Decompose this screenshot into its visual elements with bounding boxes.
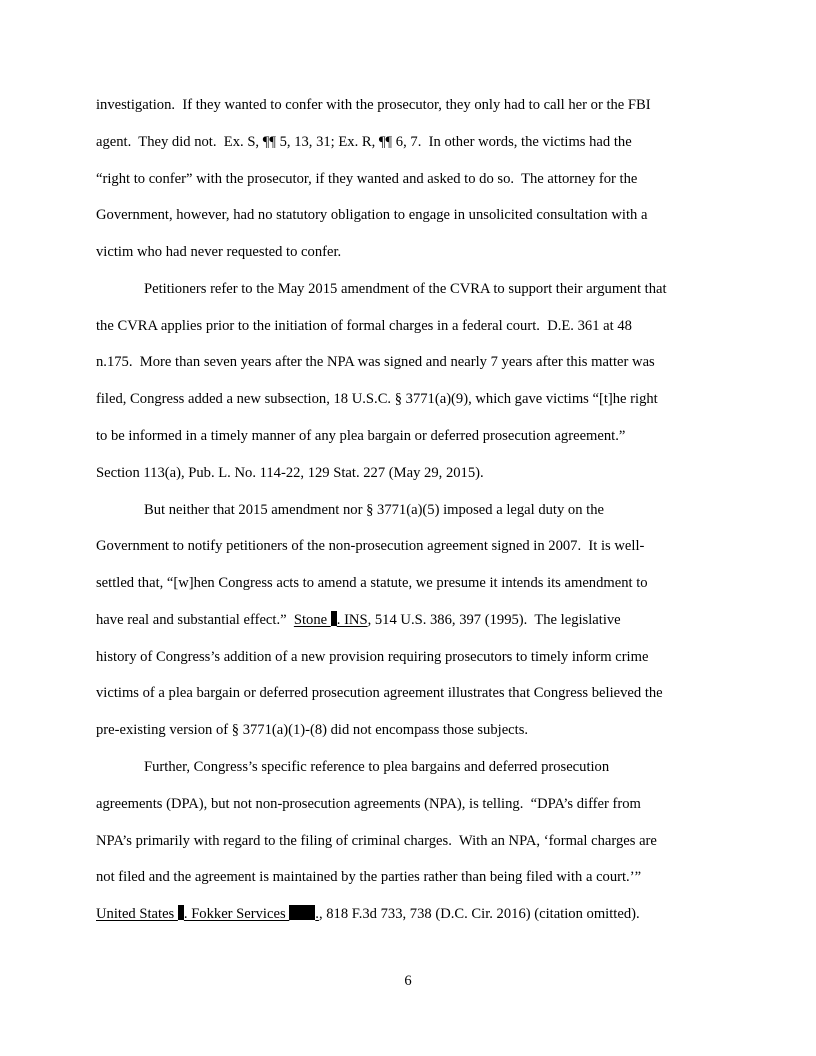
text-line: investigation. If they wanted to confer with the prosecutor, they only had to call her or the FBI (96, 97, 651, 113)
text-run: , 514 U.S. 386, 397 (1995). The legislative (367, 612, 621, 628)
text-line: agent. They did not. Ex. S, ¶¶ 5, 13, 31; Ex. R, ¶¶ 6, 7. In other words, the victims had the (96, 134, 632, 150)
text-line: not filed and the agreement is maintained by the parties rather than being filed with a court.’” (96, 869, 642, 885)
text-line: victims of a plea bargain or deferred prosecution agreement illustrates that Congress believed the (96, 685, 663, 701)
case-citation: United States . Fokker Services . (96, 906, 319, 922)
text-line: settled that, “[w]hen Congress acts to amend a statute, we presume it intends its amendment to (96, 575, 648, 591)
redaction-box (289, 905, 315, 920)
paragraph-first-line: But neither that 2015 amendment nor § 3771(a)(5) imposed a legal duty on the (144, 502, 604, 518)
text-line: Section 113(a), Pub. L. No. 114-22, 129 Stat. 227 (May 29, 2015). (96, 465, 484, 481)
paragraph-first-line: Further, Congress’s specific reference to plea bargains and deferred prosecution (144, 759, 610, 775)
text-line: victim who had never requested to confer. (96, 244, 342, 260)
text-line: Government, however, had no statutory obligation to engage in unsolicited consultation with a (96, 207, 648, 223)
case-citation: Stone . INS (293, 612, 368, 628)
text-line: Government to notify petitioners of the non-prosecution agreement signed in 2007. It is well- (96, 538, 645, 554)
text-run: , 818 F.3d 733, 738 (D.C. Cir. 2016) (citation omitted). (318, 906, 640, 922)
text-line: agreements (DPA), but not non-prosecution agreements (NPA), is telling. “DPA’s differ from (96, 796, 641, 812)
text-line: filed, Congress added a new subsection, 18 U.S.C. § 3771(a)(9), which gave victims “[t]he right (96, 391, 658, 407)
text-line: “right to confer” with the prosecutor, if they wanted and asked to do so. The attorney for the (96, 171, 638, 187)
text-run: have real and substantial effect.” (96, 612, 294, 628)
text-line: history of Congress’s addition of a new provision requiring prosecutors to timely inform crime (96, 649, 649, 665)
text-line: NPA’s primarily with regard to the filing of criminal charges. With an NPA, ‘formal charges are (96, 833, 657, 849)
text-line: pre-existing version of § 3771(a)(1)-(8) did not encompass those subjects. (96, 722, 529, 738)
text-line-with-citation (96, 905, 640, 923)
text-line: n.175. More than seven years after the NPA was signed and nearly 7 years after this matter was (96, 354, 655, 370)
page-number: 6 (404, 973, 412, 989)
paragraph-first-line: Petitioners refer to the May 2015 amendment of the CVRA to support their argument that (144, 281, 667, 297)
text-line: the CVRA applies prior to the initiation of formal charges in a federal court. D.E. 361 at 48 (96, 318, 632, 334)
text-line: to be informed in a timely manner of any plea bargain or deferred prosecution agreement.” (96, 428, 626, 444)
text-line-with-citation (96, 611, 621, 629)
